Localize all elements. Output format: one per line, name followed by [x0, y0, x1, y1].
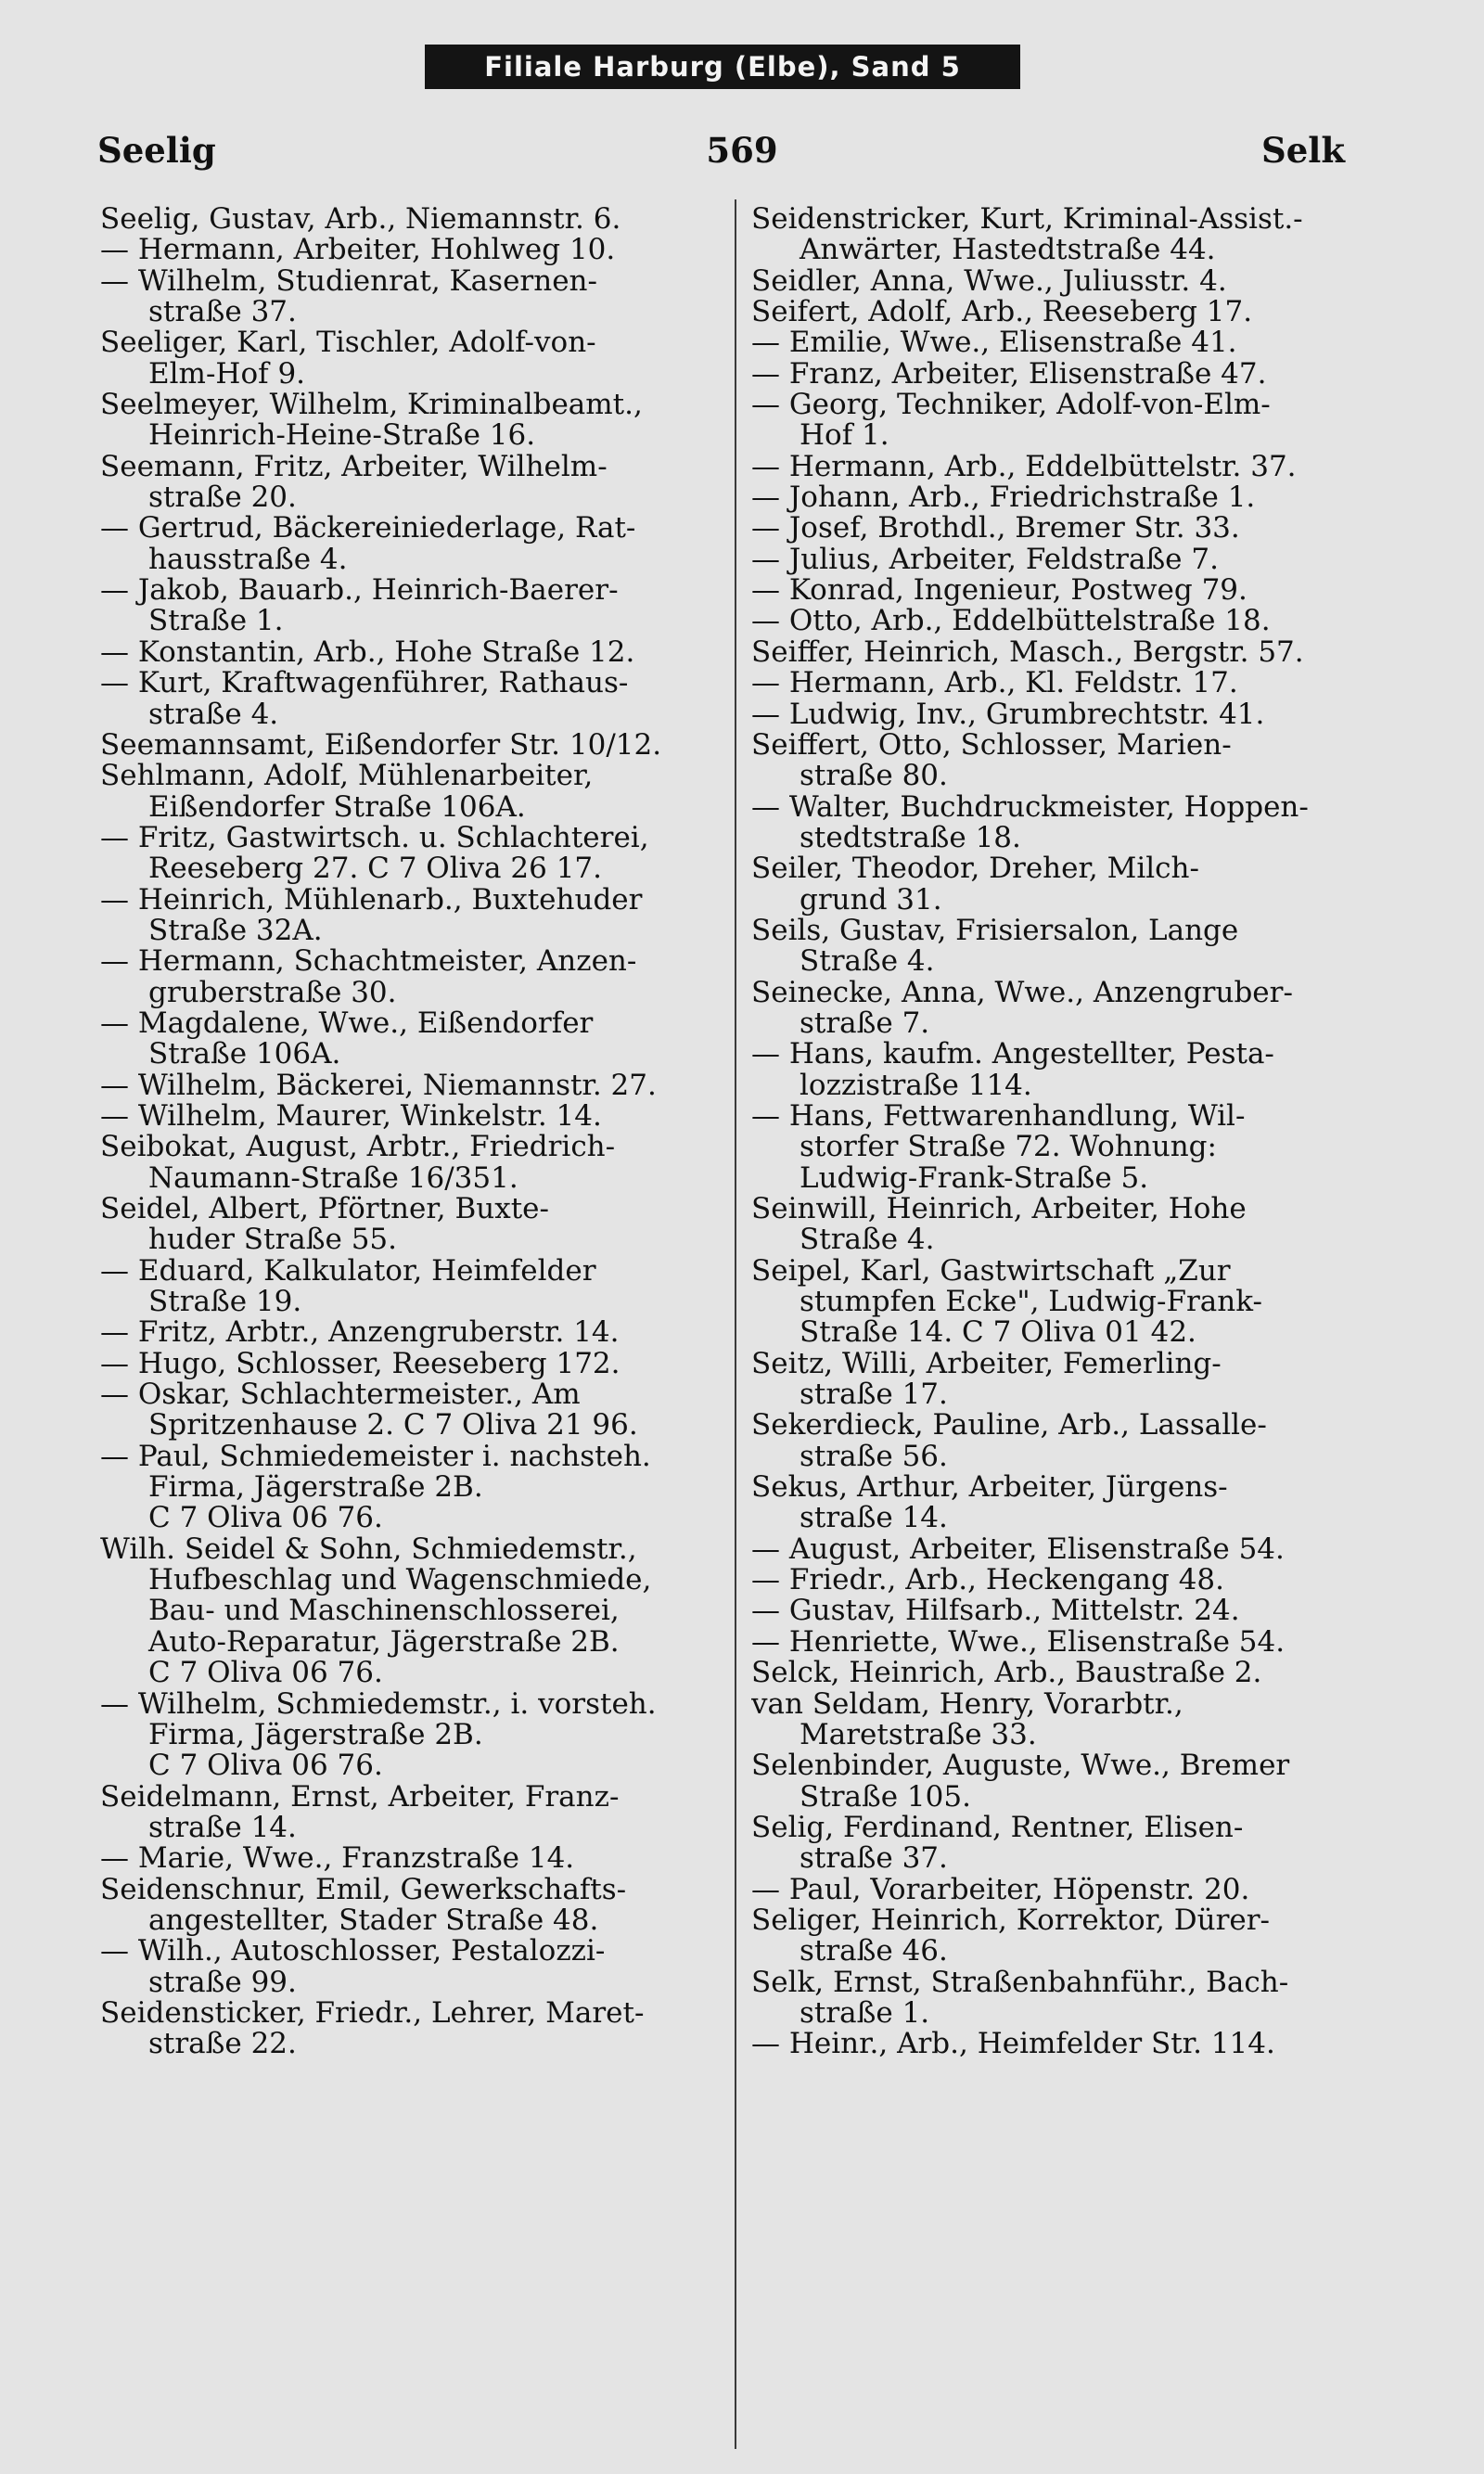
entry-line: Hufbeschlag und Wagenschmiede, — [148, 1563, 652, 1597]
directory-entry — [751, 204, 1382, 266]
directory-entry — [751, 390, 1382, 452]
entry-line: — Konrad, Ingenieur, Postweg 79. — [751, 575, 1247, 607]
entry-line: — Heinr., Arb., Heimfelder Str. 114. — [751, 2029, 1275, 2060]
directory-entry — [100, 1132, 731, 1194]
directory-entry — [100, 1843, 731, 1874]
directory-entry — [751, 853, 1382, 916]
entry-line: — Hans, Fettwarenhandlung, Wil- — [751, 1100, 1246, 1133]
directory-entry — [100, 235, 731, 265]
directory-entry — [751, 1813, 1382, 1875]
entry-line: Auto-Reparatur, Jägerstraße 2B. — [148, 1624, 620, 1659]
entry-line: Elm-Hof 9. — [148, 356, 306, 391]
entry-line: — Magdalene, Wwe., Eißendorfer — [100, 1007, 594, 1040]
entry-line: lozzistraße 114. — [800, 1068, 1032, 1101]
entry-line: — Emilie, Wwe., Elisenstraße 41. — [751, 327, 1237, 359]
entry-line: angestellter, Stader Straße 48. — [148, 1903, 599, 1937]
directory-entry — [100, 1317, 731, 1348]
directory-entry — [751, 359, 1382, 390]
directory-entry — [100, 730, 731, 761]
directory-entry — [100, 1782, 731, 1844]
entry-line: Straße 32A. — [148, 913, 323, 947]
entry-line: Anwärter, Hastedtstraße 44. — [800, 233, 1216, 266]
entry-line: Seinecke, Anna, Wwe., Anzengruber- — [751, 977, 1293, 1009]
entry-line: Seliger, Heinrich, Korrektor, Dürer- — [751, 1904, 1271, 1937]
directory-entry — [100, 1936, 731, 1998]
directory-entry — [751, 1194, 1382, 1256]
entry-line: Seiffert, Otto, Schlosser, Marien- — [751, 729, 1232, 762]
header-last-entry: Selk — [1261, 130, 1345, 171]
entry-line: straße 56. — [800, 1439, 948, 1473]
directory-entry — [751, 1627, 1382, 1658]
entry-line: straße 20. — [148, 481, 297, 514]
directory-entry — [751, 1689, 1382, 1751]
entry-line: — Heinrich, Mühlenarb., Buxtehuder — [100, 884, 643, 917]
entry-line: — Eduard, Kalkulator, Heimfelder — [100, 1255, 596, 1288]
directory-entry — [751, 606, 1382, 636]
directory-entry — [100, 1689, 731, 1782]
entry-line: straße 14. — [800, 1501, 948, 1534]
right-column — [751, 204, 1382, 2060]
entry-line: — Paul, Vorarbeiter, Höpenstr. 20. — [751, 1874, 1250, 1905]
entry-line: — Hermann, Arbeiter, Hohlweg 10. — [100, 235, 616, 266]
entry-line: C 7 Oliva 06 76. — [148, 1656, 383, 1689]
directory-entry — [751, 1039, 1382, 1101]
entry-line: straße 37. — [148, 295, 297, 328]
entry-line: Seidenschnur, Emil, Gewerkschafts- — [100, 1874, 627, 1906]
entry-line: Firma, Jägerstraße 2B. — [148, 1717, 483, 1751]
entry-line: — Hermann, Arb., Eddelbüttelstr. 37. — [751, 451, 1297, 483]
directory-entry — [751, 792, 1382, 854]
branch-banner: Filiale Harburg (Elbe), Sand 5 — [425, 45, 1020, 89]
entry-line: — Josef, Brothdl., Bremer Str. 33. — [751, 513, 1240, 545]
directory-entry — [751, 1256, 1382, 1349]
directory-entry — [100, 823, 731, 885]
directory-entry — [100, 390, 731, 452]
entry-line: Reeseberg 27. C 7 Oliva 26 17. — [148, 852, 602, 885]
entry-line: — Kurt, Kraftwagenführer, Rathaus- — [100, 668, 629, 700]
entry-line: Straße 19. — [148, 1285, 302, 1318]
entry-line: straße 37. — [800, 1841, 948, 1875]
entry-line: straße 17. — [800, 1378, 948, 1411]
entry-line: Hof 1. — [800, 418, 889, 452]
entry-line: Ludwig-Frank-Straße 5. — [800, 1160, 1149, 1194]
directory-entry — [751, 513, 1382, 544]
entry-line: Seifert, Adolf, Arb., Reeseberg 17. — [751, 297, 1253, 328]
directory-entry — [751, 978, 1382, 1040]
directory-entry — [751, 668, 1382, 699]
entry-line: Seelig, Gustav, Arb., Niemannstr. 6. — [100, 204, 621, 236]
entry-line: — Wilhelm, Maurer, Winkelstr. 14. — [100, 1100, 602, 1133]
directory-entry — [751, 916, 1382, 978]
header-first-entry: Seelig — [97, 130, 216, 171]
directory-entry — [751, 1968, 1382, 2030]
entry-line: — Otto, Arb., Eddelbüttelstraße 18. — [751, 606, 1271, 637]
entry-line: — Konstantin, Arb., Hohe Straße 12. — [100, 636, 635, 669]
directory-entry — [100, 1101, 731, 1132]
entry-line: storfer Straße 72. Wohnung: — [800, 1130, 1217, 1164]
entry-line: Seils, Gustav, Frisiersalon, Lange — [751, 915, 1239, 947]
entry-line: Seiffer, Heinrich, Masch., Bergstr. 57. — [751, 636, 1304, 669]
entry-line: Sekerdieck, Pauline, Arb., Lassalle- — [751, 1410, 1267, 1442]
entry-line: Seibokat, August, Arbtr., Friedrich- — [100, 1132, 616, 1164]
directory-entry — [100, 513, 731, 575]
entry-line: gruberstraße 30. — [148, 975, 397, 1008]
directory-entry — [751, 1101, 1382, 1194]
directory-entry — [751, 297, 1382, 327]
directory-entry — [751, 482, 1382, 513]
entry-line: Straße 14. C 7 Oliva 01 42. — [800, 1315, 1196, 1349]
entry-line: straße 46. — [800, 1934, 948, 1968]
directory-entry — [100, 1070, 731, 1101]
entry-line: Seipel, Karl, Gastwirtschaft „Zur — [751, 1255, 1231, 1288]
entry-line: — Johann, Arb., Friedrichstraße 1. — [751, 482, 1256, 514]
entry-line: huder Straße 55. — [148, 1223, 397, 1256]
left-column — [100, 204, 731, 2060]
entry-line: straße 4. — [148, 697, 279, 730]
entry-line: van Seldam, Henry, Vorarbtr., — [751, 1688, 1183, 1721]
entry-line: grund 31. — [800, 882, 942, 916]
entry-line: Eißendorfer Straße 106A. — [148, 789, 526, 823]
entry-line: straße 7. — [800, 1006, 930, 1040]
entry-line: Selk, Ernst, Straßenbahnführ., Bach- — [751, 1967, 1289, 1999]
entry-line: Seeliger, Karl, Tischler, Adolf-von- — [100, 327, 596, 360]
directory-entry — [751, 452, 1382, 482]
directory-entry — [751, 730, 1382, 792]
directory-entry — [751, 1750, 1382, 1813]
page-number: 569 — [706, 130, 778, 171]
entry-line: — Wilhelm, Bäckerei, Niemannstr. 27. — [100, 1070, 657, 1101]
directory-entry — [100, 1349, 731, 1379]
directory-entry — [100, 452, 731, 514]
directory-entry — [751, 1565, 1382, 1596]
entry-line: Seidelmann, Ernst, Arbeiter, Franz- — [100, 1781, 620, 1814]
entry-line: — Georg, Techniker, Adolf-von-Elm- — [751, 390, 1271, 422]
entry-line: straße 1. — [800, 1995, 930, 2030]
directory-entry — [100, 946, 731, 1008]
entry-line: — Jakob, Bauarb., Heinrich-Baerer- — [100, 575, 619, 608]
entry-line: — Friedr., Arb., Heckengang 48. — [751, 1565, 1225, 1596]
directory-entry — [100, 1998, 731, 2060]
entry-line: — Julius, Arbeiter, Feldstraße 7. — [751, 544, 1219, 576]
entry-line: Wilh. Seidel & Sohn, Schmiedemstr., — [100, 1533, 637, 1566]
entry-line: — Henriette, Wwe., Elisenstraße 54. — [751, 1626, 1286, 1659]
directory-entry — [751, 545, 1382, 575]
entry-line: Heinrich-Heine-Straße 16. — [148, 418, 536, 452]
directory-entry — [751, 1875, 1382, 1905]
entry-line: Seidel, Albert, Pförtner, Buxte- — [100, 1194, 549, 1225]
directory-entry — [100, 266, 731, 328]
directory-entry — [751, 1658, 1382, 1688]
directory-entry — [100, 761, 731, 823]
entry-line: Seemann, Fritz, Arbeiter, Wilhelm- — [100, 451, 608, 483]
directory-entry — [100, 668, 731, 730]
directory-entry — [100, 1442, 731, 1534]
entry-line: C 7 Oliva 06 76. — [148, 1501, 383, 1534]
directory-entry — [751, 1410, 1382, 1472]
entry-line: Selig, Ferdinand, Rentner, Elisen- — [751, 1812, 1244, 1844]
entry-line: Seidenstricker, Kurt, Kriminal-Assist.- — [751, 204, 1303, 236]
directory-entry — [751, 575, 1382, 606]
entry-line: stumpfen Ecke", Ludwig-Frank- — [800, 1285, 1262, 1319]
entry-line: — Hugo, Schlosser, Reeseberg 172. — [100, 1348, 620, 1380]
entry-line: — Hans, kaufm. Angestellter, Pesta- — [751, 1039, 1274, 1071]
entry-line: — Gertrud, Bäckereiniederlage, Rat- — [100, 513, 636, 545]
entry-line: — Franz, Arbeiter, Elisenstraße 47. — [751, 358, 1267, 391]
entry-line: — Marie, Wwe., Franzstraße 14. — [100, 1843, 575, 1875]
entry-line: Straße 4. — [800, 944, 935, 978]
entry-line: Selck, Heinrich, Arb., Baustraße 2. — [751, 1658, 1262, 1689]
entry-line: Spritzenhause 2. C 7 Oliva 21 96. — [148, 1408, 638, 1442]
entry-line: — Paul, Schmiedemeister i. nachsteh. — [100, 1441, 651, 1473]
entry-line: — Oskar, Schlachtermeister., Am — [100, 1379, 581, 1412]
entry-line: — Wilhelm, Studienrat, Kasernen- — [100, 265, 597, 298]
directory-entry — [100, 637, 731, 668]
entry-line: straße 14. — [148, 1810, 297, 1844]
directory-entry — [100, 1194, 731, 1256]
directory-entry — [100, 327, 731, 390]
directory-entry — [751, 327, 1382, 358]
entry-line: — Walter, Buchdruckmeister, Hoppen- — [751, 791, 1309, 824]
entry-line: — Hermann, Schachtmeister, Anzen- — [100, 946, 637, 979]
entry-line: — Fritz, Gastwirtsch. u. Schlachterei, — [100, 822, 649, 854]
directory-entry — [751, 266, 1382, 297]
directory-entry — [751, 2029, 1382, 2059]
entry-line: straße 99. — [148, 1965, 297, 1998]
entry-line: Seemannsamt, Eißendorfer Str. 10/12. — [100, 729, 662, 762]
entry-line: stedtstraße 18. — [800, 820, 1021, 854]
entry-line: Seidler, Anna, Wwe., Juliusstr. 4. — [751, 265, 1227, 298]
entry-line: Sehlmann, Adolf, Mühlenarbeiter, — [100, 761, 594, 793]
entry-line: Straße 105. — [800, 1779, 971, 1813]
directory-entry — [751, 637, 1382, 668]
entry-line: Straße 1. — [148, 604, 284, 637]
entry-line: Straße 106A. — [148, 1037, 341, 1070]
entry-line: Seelmeyer, Wilhelm, Kriminalbeamt., — [100, 390, 643, 422]
entry-line: Sekus, Arthur, Arbeiter, Jürgens- — [751, 1472, 1228, 1505]
entry-line: C 7 Oliva 06 76. — [148, 1749, 383, 1782]
entry-line: straße 80. — [800, 759, 948, 792]
entry-line: Seinwill, Heinrich, Arbeiter, Hohe — [751, 1194, 1247, 1225]
column-divider — [735, 199, 736, 2449]
directory-entry — [100, 1379, 731, 1442]
directory-entry — [100, 1534, 731, 1689]
directory-entry — [751, 1472, 1382, 1534]
entry-line: Bau- und Maschinenschlosserei, — [148, 1594, 620, 1628]
directory-entry — [751, 1534, 1382, 1565]
entry-line: Seitz, Willi, Arbeiter, Femerling- — [751, 1348, 1222, 1380]
entry-line: Seidensticker, Friedr., Lehrer, Maret- — [100, 1997, 645, 2030]
entry-line: Maretstraße 33. — [800, 1717, 1037, 1751]
entry-line: — August, Arbeiter, Elisenstraße 54. — [751, 1533, 1285, 1566]
entry-line: — Hermann, Arb., Kl. Feldstr. 17. — [751, 668, 1238, 699]
entry-line: — Ludwig, Inv., Grumbrechtstr. 41. — [751, 699, 1265, 730]
entry-line: straße 22. — [148, 2027, 297, 2060]
entry-line: — Wilhelm, Schmiedemstr., i. vorsteh. — [100, 1688, 657, 1721]
directory-entry — [751, 1349, 1382, 1411]
entry-line: Selenbinder, Auguste, Wwe., Bremer — [751, 1750, 1290, 1783]
entry-line: — Fritz, Arbtr., Anzengruberstr. 14. — [100, 1317, 620, 1349]
directory-entry — [100, 1875, 731, 1937]
directory-entry — [751, 1596, 1382, 1626]
entry-line: hausstraße 4. — [148, 542, 348, 576]
entry-line: Seiler, Theodor, Dreher, Milch- — [751, 853, 1199, 886]
directory-entry — [100, 575, 731, 637]
entry-line: Naumann-Straße 16/351. — [148, 1160, 518, 1194]
entry-line: Firma, Jägerstraße 2B. — [148, 1470, 483, 1505]
entry-line: Straße 4. — [800, 1223, 935, 1256]
directory-entry — [100, 1256, 731, 1318]
directory-entry — [100, 204, 731, 235]
directory-entry — [751, 1905, 1382, 1968]
entry-line: — Wilh., Autoschlosser, Pestalozzi- — [100, 1936, 606, 1968]
directory-entry — [751, 699, 1382, 730]
directory-entry — [100, 885, 731, 947]
directory-entry — [100, 1008, 731, 1070]
entry-line: — Gustav, Hilfsarb., Mittelstr. 24. — [751, 1596, 1240, 1627]
